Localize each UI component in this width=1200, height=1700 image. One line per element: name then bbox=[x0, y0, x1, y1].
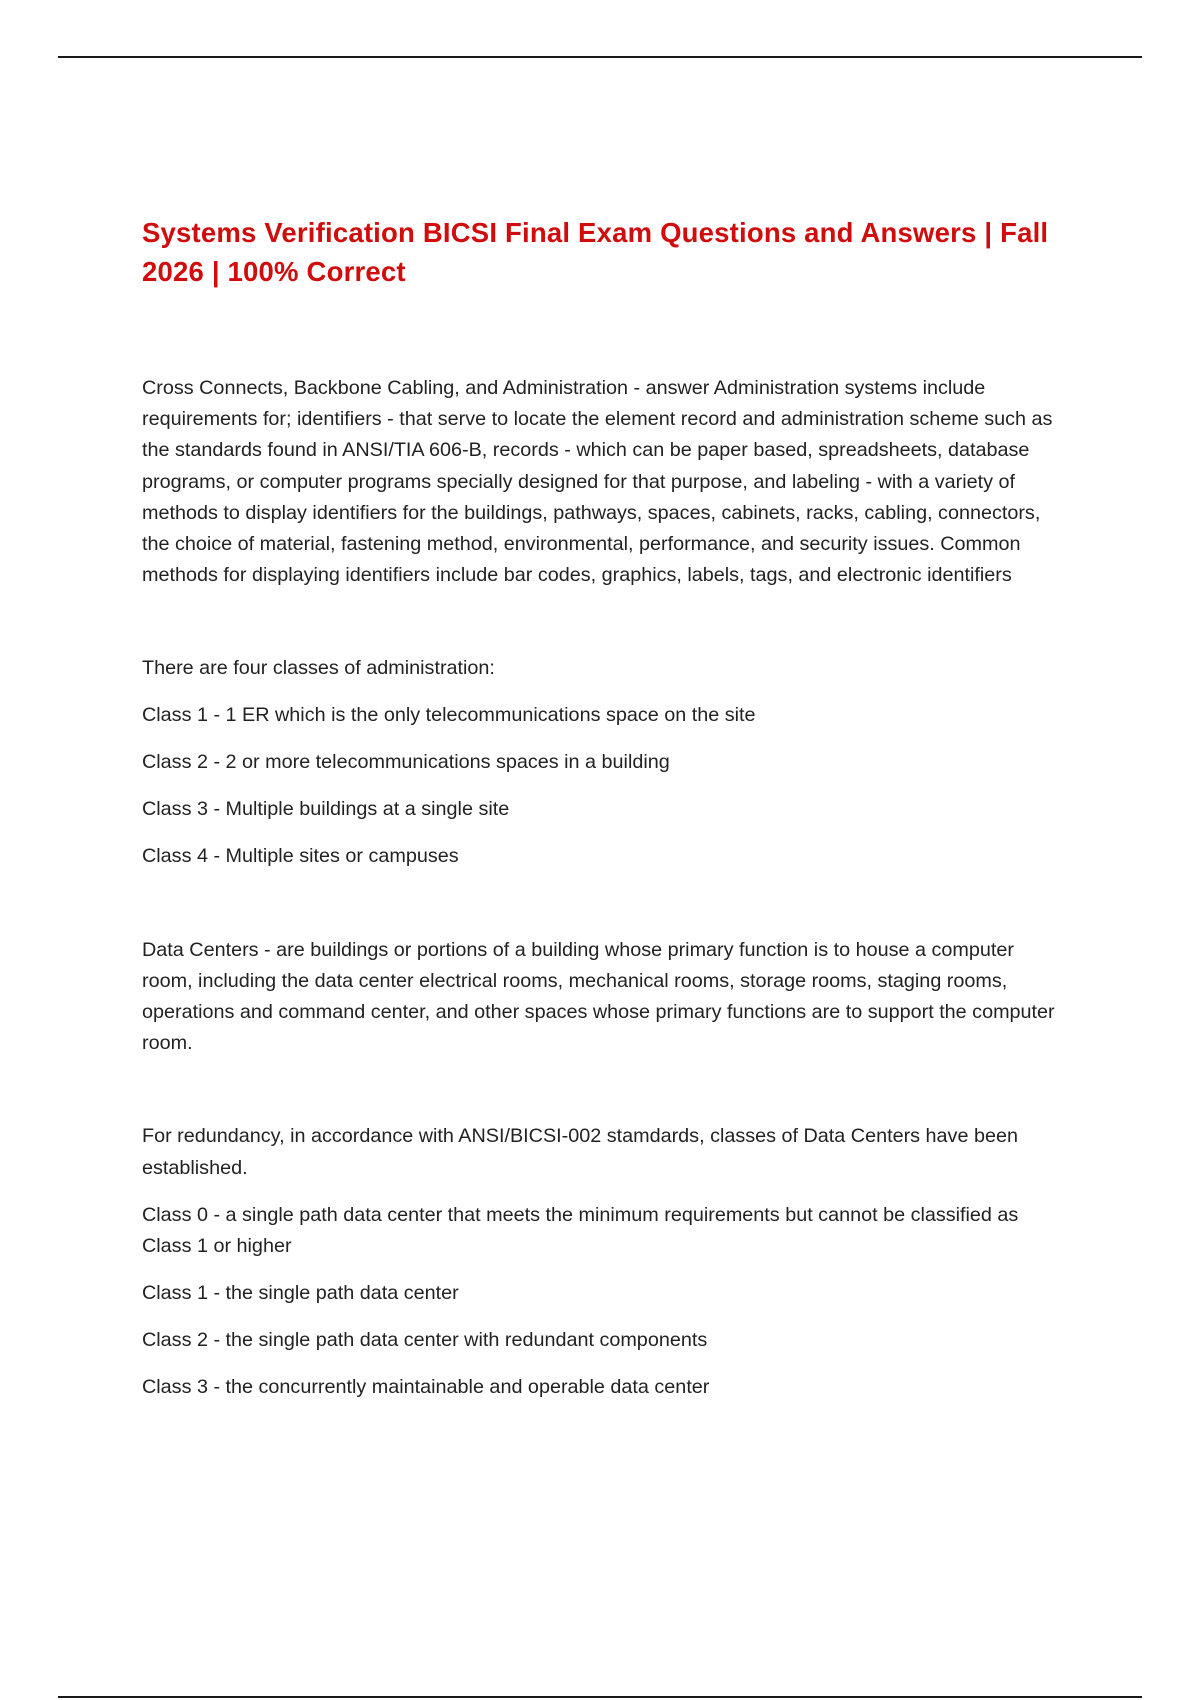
data-center-class-item: Class 2 - the single path data center with redundant components bbox=[142, 1328, 708, 1351]
document-body bbox=[142, 213, 1067, 1403]
data-center-class-item: Class 1 - the single path data center bbox=[142, 1281, 459, 1304]
admin-class-item: Class 3 - Multiple buildings at a single site bbox=[142, 798, 510, 821]
admin-class-item: Class 2 - 2 or more telecommunications spaces in a building bbox=[142, 751, 670, 774]
footer-rule bbox=[58, 1696, 1142, 1698]
document-title: Systems Verification BICSI Final Exam Questions and Answers | Fall 2026 | 100% Correct bbox=[142, 217, 1049, 287]
data-center-class-item: Class 0 - a single path data center that meets the minimum requirements but cannot be classified as Class 1 or higher bbox=[142, 1203, 1019, 1257]
admin-class-item: Class 1 - 1 ER which is the only telecommunications space on the site bbox=[142, 704, 756, 727]
cross-connects-paragraph: Cross Connects, Backbone Cabling, and Administration - answer Administration systems include requirements for; identifiers - that serve to locate the element record and administration scheme such as the standards found in ANSI/TIA 606-B, records - which can be paper based, spreadsheets, database programs, or computer programs specially designed for that purpose, and labeling - with a variety of methods to display identifiers for the buildings, pathways, spaces, cabinets, racks, cabling, connectors, the choice of material, fastening method, environmental, performance, and security issues. Common methods for displaying identifiers include bar codes, graphics, labels, tags, and electronic identifiers bbox=[142, 377, 1053, 587]
admin-class-item: Class 4 - Multiple sites or campuses bbox=[142, 845, 459, 868]
header-rule bbox=[58, 56, 1142, 58]
data-centers-paragraph: Data Centers - are buildings or portions of a building whose primary function is to house a computer room, including the data center electrical rooms, mechanical rooms, storage rooms, staging rooms, operations and command center, and other spaces whose primary functions are to support the computer room. bbox=[142, 938, 1055, 1055]
redundancy-intro: For redundancy, in accordance with ANSI/BICSI-002 stamdards, classes of Data Centers have been established. bbox=[142, 1125, 1018, 1179]
data-center-class-item: Class 3 - the concurrently maintainable and operable data center bbox=[142, 1375, 710, 1398]
admin-classes-intro: There are four classes of administration: bbox=[142, 657, 495, 680]
